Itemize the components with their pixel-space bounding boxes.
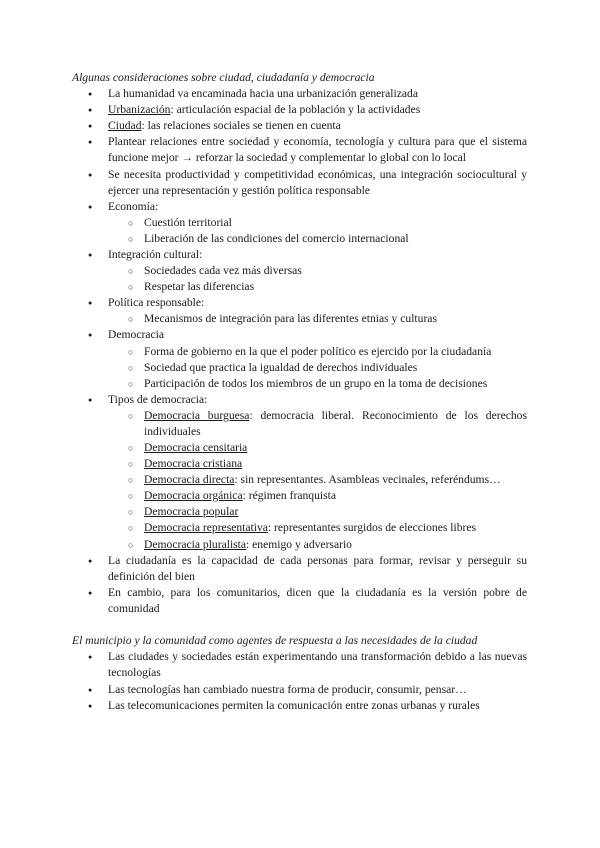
sub-bullet-integracion-2: ○ Respetar las diferencias [144, 279, 527, 295]
sub-bullet-democracia-organica [144, 488, 527, 504]
bullet-democracia: ● Democracia [108, 327, 527, 343]
definition-democracia-burguesa: : democracia liberal. Reconocimiento de los derechos individuales [144, 409, 527, 439]
sub-bullet-democracia-censitaria [144, 440, 527, 456]
definition-ciudad: : las relaciones sociales se tienen en cuenta [141, 119, 341, 132]
term-democracia-censitaria: Democracia censitaria [144, 441, 248, 454]
definition-democracia-representativa: : representantes surgidos de elecciones libres [267, 521, 477, 534]
sub-bullet-democracia-representativa [144, 520, 527, 536]
bullet-transformacion-tecnologias: ● Las ciudades y sociedades están experimentando una transformación debido a las nuevas tecnologías [108, 649, 527, 681]
definition-democracia-pluralista: : enemigo y adversario [246, 538, 352, 551]
sub-bullet-democracia-2: ○ Sociedad que practica la igualdad de derechos individuales [144, 360, 527, 376]
sub-bullet-democracia-3: ○ Participación de todos los miembros de un grupo en la toma de decisiones [144, 376, 527, 392]
bullet-tipos-democracia: ● Tipos de democracia: [108, 392, 527, 408]
sub-bullet-democracia-popular [144, 504, 527, 520]
bullet-politica-responsable: ● Política responsable: [108, 295, 527, 311]
term-democracia-popular: Democracia popular [144, 505, 239, 518]
bullet-productividad: ● Se necesita productividad y competitividad económicas, una integración sociocultural y ejercer una representación y gestión política responsable [108, 167, 527, 199]
bullet-urbanizacion [108, 102, 527, 118]
sub-bullet-democracia-burguesa [144, 408, 527, 440]
bullet-ciudad [108, 118, 527, 134]
term-democracia-representativa: Democracia representativa [144, 521, 268, 534]
sub-bullet-politica-1: ○ Mecanismos de integración para las diferentes etnias y culturas [144, 311, 527, 327]
term-democracia-directa: Democracia directa [144, 473, 235, 486]
sub-bullet-democracia-directa [144, 472, 527, 488]
bullet-urbanizacion-generalizada: ● La humanidad va encaminada hacia una urbanización generalizada [108, 86, 527, 102]
section-heading-municipio: El municipio y la comunidad como agentes de respuesta a las necesidades de la ciudad [72, 634, 478, 647]
sub-bullet-economia-2: ○ Liberación de las condiciones del comercio internacional [144, 231, 527, 247]
section-heading-ciudad: Algunas consideraciones sobre ciudad, ciudadanía y democracia [72, 71, 375, 84]
term-democracia-pluralista: Democracia pluralista [144, 538, 247, 551]
bullet-economia: ● Economía: [108, 199, 527, 215]
term-ciudad: Ciudad [108, 119, 142, 132]
sub-bullet-integracion-1: ○ Sociedades cada vez más diversas [144, 263, 527, 279]
sub-bullet-democracia-cristiana [144, 456, 527, 472]
definition-democracia-directa: : sin representantes. Asambleas vecinales, referéndums… [234, 473, 501, 486]
definition-democracia-organica: : régimen franquista [242, 489, 336, 502]
sub-bullet-democracia-1: ○ Forma de gobierno en la que el poder político es ejercido por la ciudadanía [144, 344, 527, 360]
bullet-comunitarios: ● En cambio, para los comunitarios, dicen que la ciudadanía es la versión pobre de comunidad [108, 585, 527, 617]
term-democracia-organica: Democracia orgánica [144, 489, 243, 502]
bullet-integracion-cultural: ● Integración cultural: [108, 247, 527, 263]
sub-bullet-economia-1: ○ Cuestión territorial [144, 215, 527, 231]
bullet-tecnologias-cambiado: ● Las tecnologías han cambiado nuestra forma de producir, consumir, pensar… [108, 682, 527, 698]
term-democracia-burguesa: Democracia burguesa [144, 409, 250, 422]
term-democracia-cristiana: Democracia cristiana [144, 457, 243, 470]
term-urbanizacion: Urbanización [108, 103, 171, 116]
sub-bullet-democracia-pluralista [144, 537, 527, 553]
definition-urbanizacion: : articulación espacial de la población y la actividades [170, 103, 421, 116]
bullet-ciudadania-capacidad: ● La ciudadanía es la capacidad de cada personas para formar, revisar y perseguir su definición del bien [108, 553, 527, 585]
bullet-plantear-relaciones: ● Plantear relaciones entre sociedad y economía, tecnología y cultura para que el sistema funcione mejor → reforzar la sociedad y complementar lo global con lo local [108, 134, 527, 166]
bullet-telecomunicaciones: ● Las telecomunicaciones permiten la comunicación entre zonas urbanas y rurales [108, 698, 527, 714]
